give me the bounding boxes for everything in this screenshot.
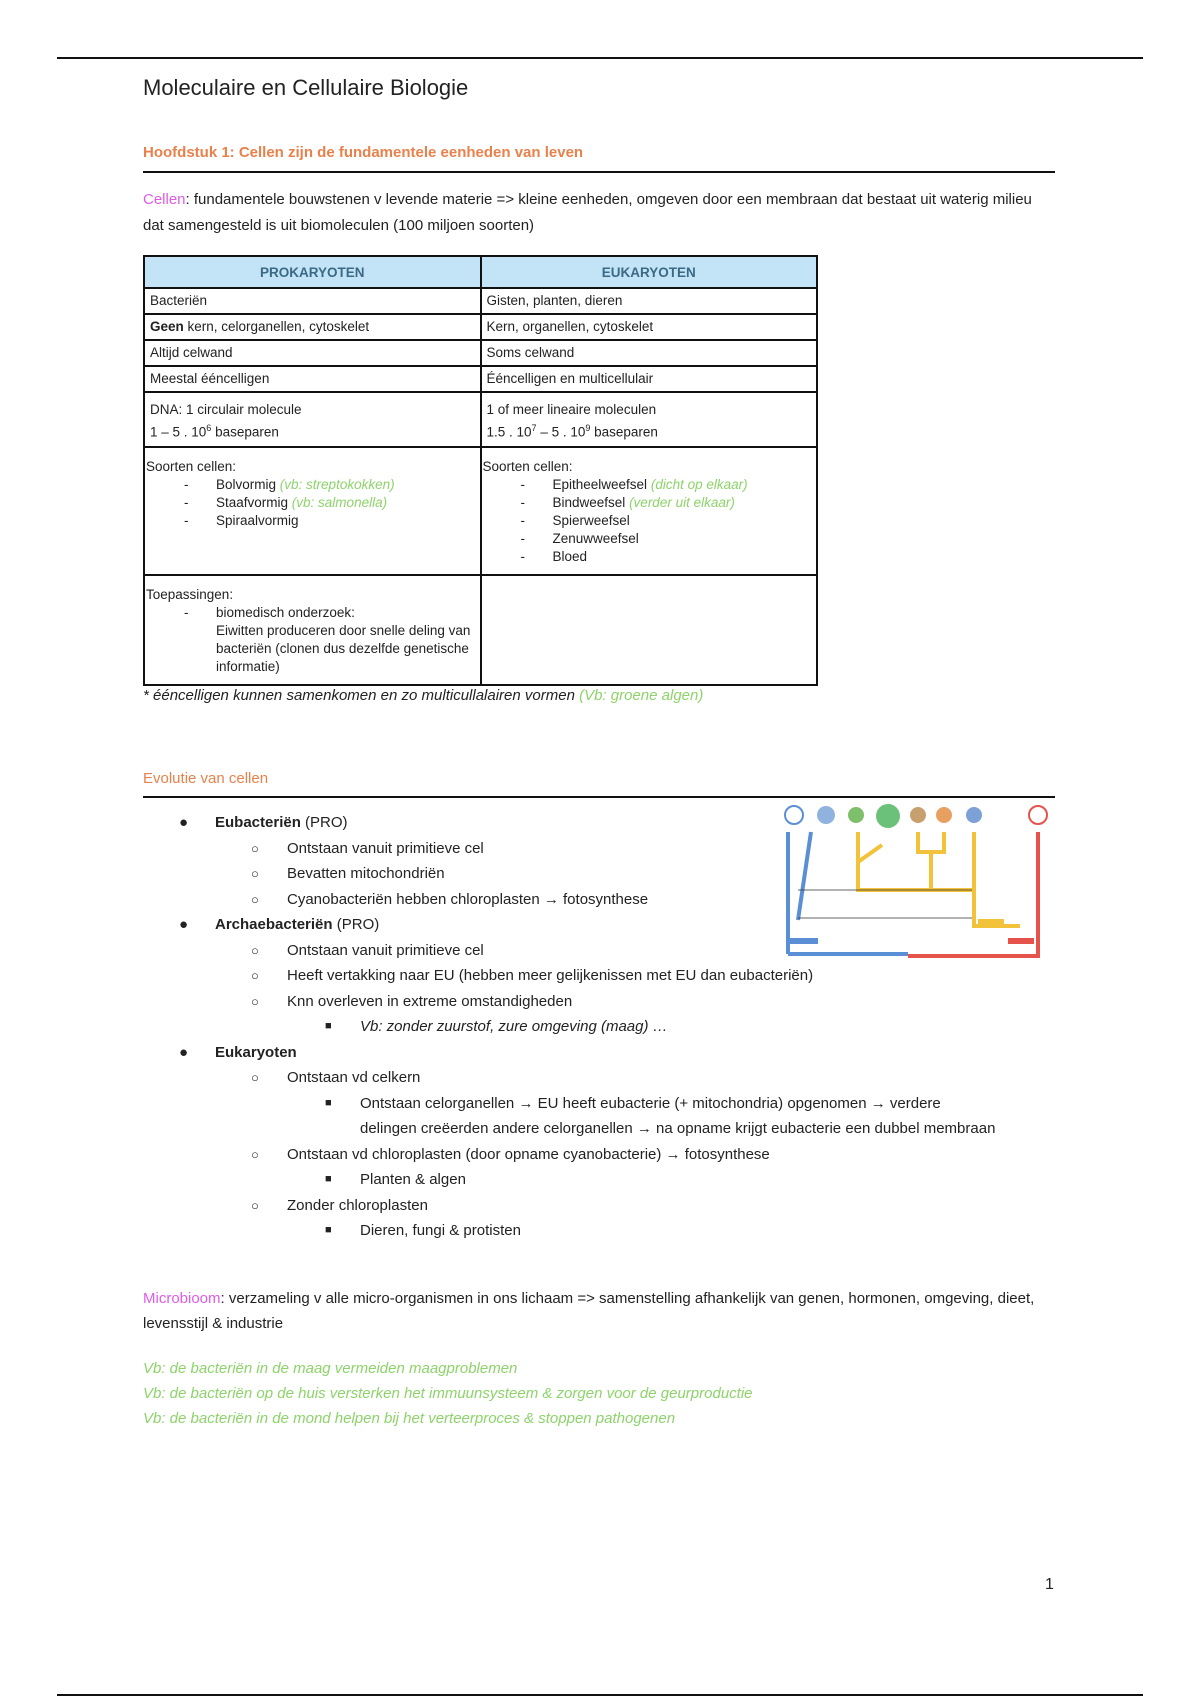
list-item: ■ Vb: zonder zuurstof, zure omgeving (maag) …: [325, 1018, 668, 1035]
list-item-archaebacteria: ● Archaebacteriën (PRO): [179, 916, 380, 933]
list-item-eubacteria: ● Eubacteriën (PRO): [179, 814, 348, 831]
document-title: Moleculaire en Cellulaire Biologie: [143, 75, 469, 100]
cell-text: DNA: 1 circulair molecule: [150, 402, 302, 417]
table-cell: Altijd celwand: [144, 340, 481, 366]
section-heading-evolution: Evolutie van cellen: [143, 770, 269, 787]
table-footnote: [143, 687, 703, 704]
cell-text: kern, celorganellen, cytoskelet: [183, 319, 370, 334]
list-item: ■ Planten & algen: [325, 1171, 466, 1188]
list-item: - Zenuwweefsel: [553, 530, 812, 548]
cell-text: 1 – 5 . $10^6$ baseparen: [150, 423, 279, 440]
table-cell: [144, 314, 481, 340]
list-item: - biomedisch onderzoek:: [216, 604, 475, 622]
intro-paragraph: [143, 187, 1043, 239]
microbiome-text: : verzameling v alle micro-organismen in ons lichaam => samenstelling afhankelijk van genen, hormonen, omgeving, dieet, levensstijl & industrie: [143, 1290, 1035, 1332]
bold-geen: Geen: [150, 319, 184, 334]
table-cell: [144, 447, 481, 575]
comparison-table: [143, 255, 818, 686]
eukaryote-types-list: [483, 476, 812, 566]
chapter-heading: Hoofdstuk 1: Cellen zijn de fundamentele eenheden van leven: [143, 144, 584, 161]
list-item-continued: delingen creëerden andere celorganellen → na opname krijgt eubacterie een dubbel membraan: [360, 1120, 996, 1137]
footnote-example: (Vb: groene algen): [579, 687, 704, 704]
microbiome-keyword: Microbioom: [143, 1290, 221, 1307]
microbiome-paragraph: [143, 1286, 1043, 1336]
table-cell: [144, 392, 481, 447]
table-cell: Gisten, planten, dieren: [481, 288, 818, 314]
cell-text: 1.5 . $10^7 - 5$ . $10^9$ baseparen: [486, 423, 658, 440]
list-item: - Bindweefsel (verder uit elkaar): [553, 494, 812, 512]
list-item: ○ Zonder chloroplasten: [251, 1196, 428, 1214]
list-item: - Bolvormig (vb: streptokokken): [216, 476, 475, 494]
intro-text: : fundamentele bouwstenen v levende materie => kleine eenheden, omgeven door een membraan dat bestaat uit waterig milieu dat samengesteld is uit biomoleculen (100 miljoen soorten): [143, 191, 1032, 234]
chapter-divider: [143, 171, 1055, 173]
bottom-rule: [57, 1694, 1143, 1696]
table-cell: Meestal ééncelligen: [144, 366, 481, 392]
header-eukaryoten: EUKARYOTEN: [481, 256, 818, 288]
example-line: Vb: de bacteriën in de mond helpen bij het verteerproces & stoppen pathogenen: [143, 1410, 676, 1427]
table-cell: [144, 575, 481, 685]
page-number: 1: [1045, 1576, 1054, 1593]
list-item: - Epitheelweefsel (dicht op elkaar): [553, 476, 812, 494]
list-item: - Spiraalvormig: [216, 512, 475, 530]
table-cell: [481, 392, 818, 447]
list-item: - Spierweefsel: [553, 512, 812, 530]
list-item: ○ Ontstaan vd chloroplasten (door opname cyanobacterie) → fotosynthese: [251, 1145, 770, 1163]
list-item-eukaryoten: ● Eukaryoten: [179, 1043, 297, 1061]
table-cell: Soms celwand: [481, 340, 818, 366]
application-detail: Eiwitten produceren door snelle deling van bacteriën (clonen dus dezelfde genetische informatie): [216, 622, 471, 674]
list-item: ■ Ontstaan celorganellen → EU heeft eubacterie (+ mitochondria) opgenomen → verdere: [325, 1094, 941, 1112]
section-divider: [143, 796, 1055, 798]
header-prokaryoten: PROKARYOTEN: [144, 256, 481, 288]
list-item: ○ Knn overleven in extreme omstandigheden: [251, 992, 573, 1010]
prokaryote-types-list: [146, 476, 475, 530]
table-cell: Bacteriën: [144, 288, 481, 314]
example-line: Vb: de bacteriën in de maag vermeiden maagproblemen: [143, 1360, 518, 1377]
list-item: ○ Cyanobacteriën hebben chloroplasten → fotosynthese: [251, 890, 649, 908]
list-item: ○ Bevatten mitochondriën: [251, 865, 445, 882]
list-item: - Staafvormig (vb: salmonella): [216, 494, 475, 512]
list-item: ○ Ontstaan vanuit primitieve cel: [251, 839, 484, 857]
top-rule: [57, 57, 1143, 59]
cell-text: 1 of meer lineaire moleculen: [486, 402, 657, 417]
table-cell: Ééncelligen en multicellulair: [481, 366, 818, 392]
cell-text: Soorten cellen:: [482, 458, 573, 474]
microbiome-examples: [143, 1356, 753, 1431]
cell-text: Soorten cellen:: [146, 458, 237, 474]
cell-text: Toepassingen:: [146, 586, 234, 602]
list-item: ○ Ontstaan vanuit primitieve cel: [251, 941, 484, 959]
table-cell: [481, 575, 818, 685]
list-item: - Bloed: [553, 548, 812, 566]
applications-list: [146, 604, 475, 622]
table-cell: [481, 447, 818, 575]
footnote-text: * ééncelligen kunnen samenkomen en zo multicullalairen vormen: [143, 687, 575, 704]
list-item: ○ Ontstaan vd celkern: [251, 1069, 421, 1086]
list-item: ■ Dieren, fungi & protisten: [325, 1222, 521, 1239]
intro-keyword: Cellen: [143, 191, 186, 208]
evolution-list: [143, 810, 1063, 1244]
list-item: ○ Heeft vertakking naar EU (hebben meer gelijkenissen met EU dan eubacteriën): [251, 967, 814, 984]
table-cell: Kern, organellen, cytoskelet: [481, 314, 818, 340]
example-line: Vb: de bacteriën op de huis versterken het immuunsysteem & zorgen voor de geurproductie: [143, 1385, 753, 1402]
